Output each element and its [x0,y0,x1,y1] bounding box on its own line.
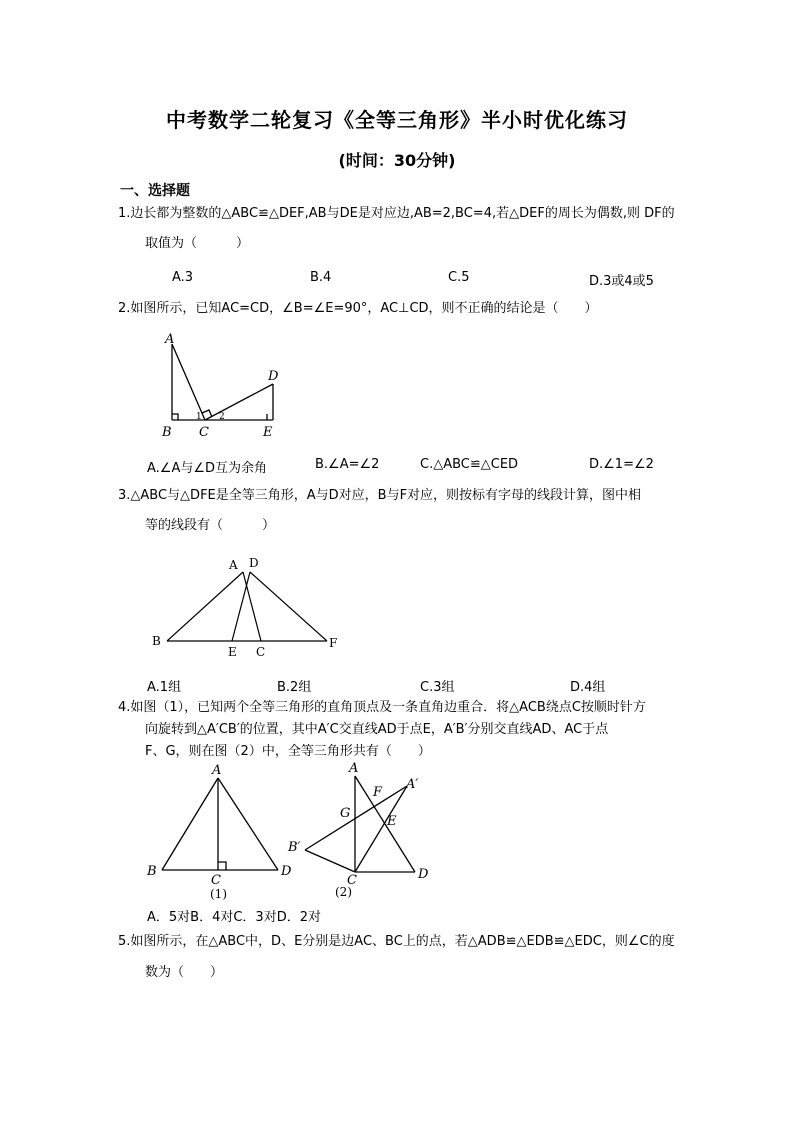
fig2-label-b: B [162,425,172,440]
fig2-label-2: 2 [219,412,225,422]
question-1-option-b: B.4 [310,270,332,285]
fig4b-label-a: A [349,761,359,776]
question-3-option-d: D.4组 [570,680,606,695]
question-2-figure [155,328,290,440]
question-1-text-cont: 取值为（ ） [145,236,250,251]
fig4b-label-e: E [387,814,397,829]
fig3-label-a: A [229,558,238,572]
question-4-options: A．5对B．4对C．3对D．2对 [147,910,321,925]
question-3-option-c: C.3组 [420,680,455,695]
question-1-option-c: C.5 [448,270,470,285]
fig4b-label-g: G [340,806,351,821]
question-5-text: 5.如图所示，在△ABC中，D、E分别是边AC、BC上的点，若△ADB≌△EDB≌△EDC，则∠C的度 [118,934,675,949]
question-2-option-c: C.△ABC≌△CED [420,457,519,472]
question-3-figure [145,552,345,660]
question-5-text-cont: 数为（ ） [145,965,224,980]
fig4a-label-a: A [212,763,222,778]
fig4a-label-b: B [147,864,157,879]
page-title: 中考数学二轮复习《全等三角形》半小时优化练习 [166,108,628,132]
question-3-text-cont: 等的线段有（ ） [145,518,276,533]
fig4a-label-d: D [281,864,292,879]
fig3-label-e: E [228,645,237,659]
fig4b-label-d: D [418,867,429,882]
question-1-option-d: D.3或4或5 [589,274,654,289]
question-3-text: 3.△ABC与△DFE是全等三角形，A与D对应，B与F对应，则按标有字母的线段计算，图中相 [118,488,642,503]
question-4-text-cont1: 向旋转到△A′CB′的位置，其中A′C交直线AD于点E，A′B′分别交直线AD、AC于点 [145,722,609,737]
question-1-option-a: A.3 [172,270,194,285]
fig2-label-1: 1 [196,412,202,422]
fig2-label-e: E [263,425,273,440]
question-3-option-b: B.2组 [277,680,312,695]
fig2-label-a: A [165,332,175,347]
fig2-label-d: D [268,369,279,384]
fig3-label-f: F [329,636,338,650]
question-4-text: 4.如图（1），已知两个全等三角形的直角顶点及一条直角边重合．将△ACB绕点C按顺时针方 [118,700,646,715]
question-2-option-a: A.∠A与∠D互为余角 [147,461,268,476]
fig3-label-c: C [256,645,266,659]
fig3-label-d: D [249,556,259,570]
question-2-option-d: D.∠1=∠2 [589,457,654,472]
question-2-text: 2.如图所示，已知AC=CD，∠B=∠E=90°，AC⊥CD，则不正确的结论是（ ） [118,301,598,316]
question-3-option-a: A.1组 [147,680,182,695]
section-heading: 一、选择题 [120,183,190,199]
fig4b-label-c: C [347,873,357,888]
fig4a-label-c: C [211,873,221,888]
fig4b-label-f: F [373,785,383,800]
fig4b-caption: (2) [335,885,352,899]
question-4-figure-2 [285,760,445,902]
fig4a-caption: (1) [210,887,227,901]
page-subtitle: (时间：30分钟) [338,151,456,170]
question-2-option-b: B.∠A=∠2 [315,457,380,472]
fig2-label-c: C [199,425,209,440]
question-4-figure-1 [140,760,300,902]
question-4-text-cont2: F、G，则在图（2）中，全等三角形共有（ ） [145,744,431,759]
fig3-label-b: B [152,634,161,648]
fig4b-label-a-prime: A′ [406,777,419,792]
question-1-text: 1.边长都为整数的△ABC≌△DEF,AB与DE是对应边,AB=2,BC=4,若△DEF的周长为偶数,则 DF的 [118,206,675,221]
fig4b-label-b-prime: B′ [288,840,301,855]
